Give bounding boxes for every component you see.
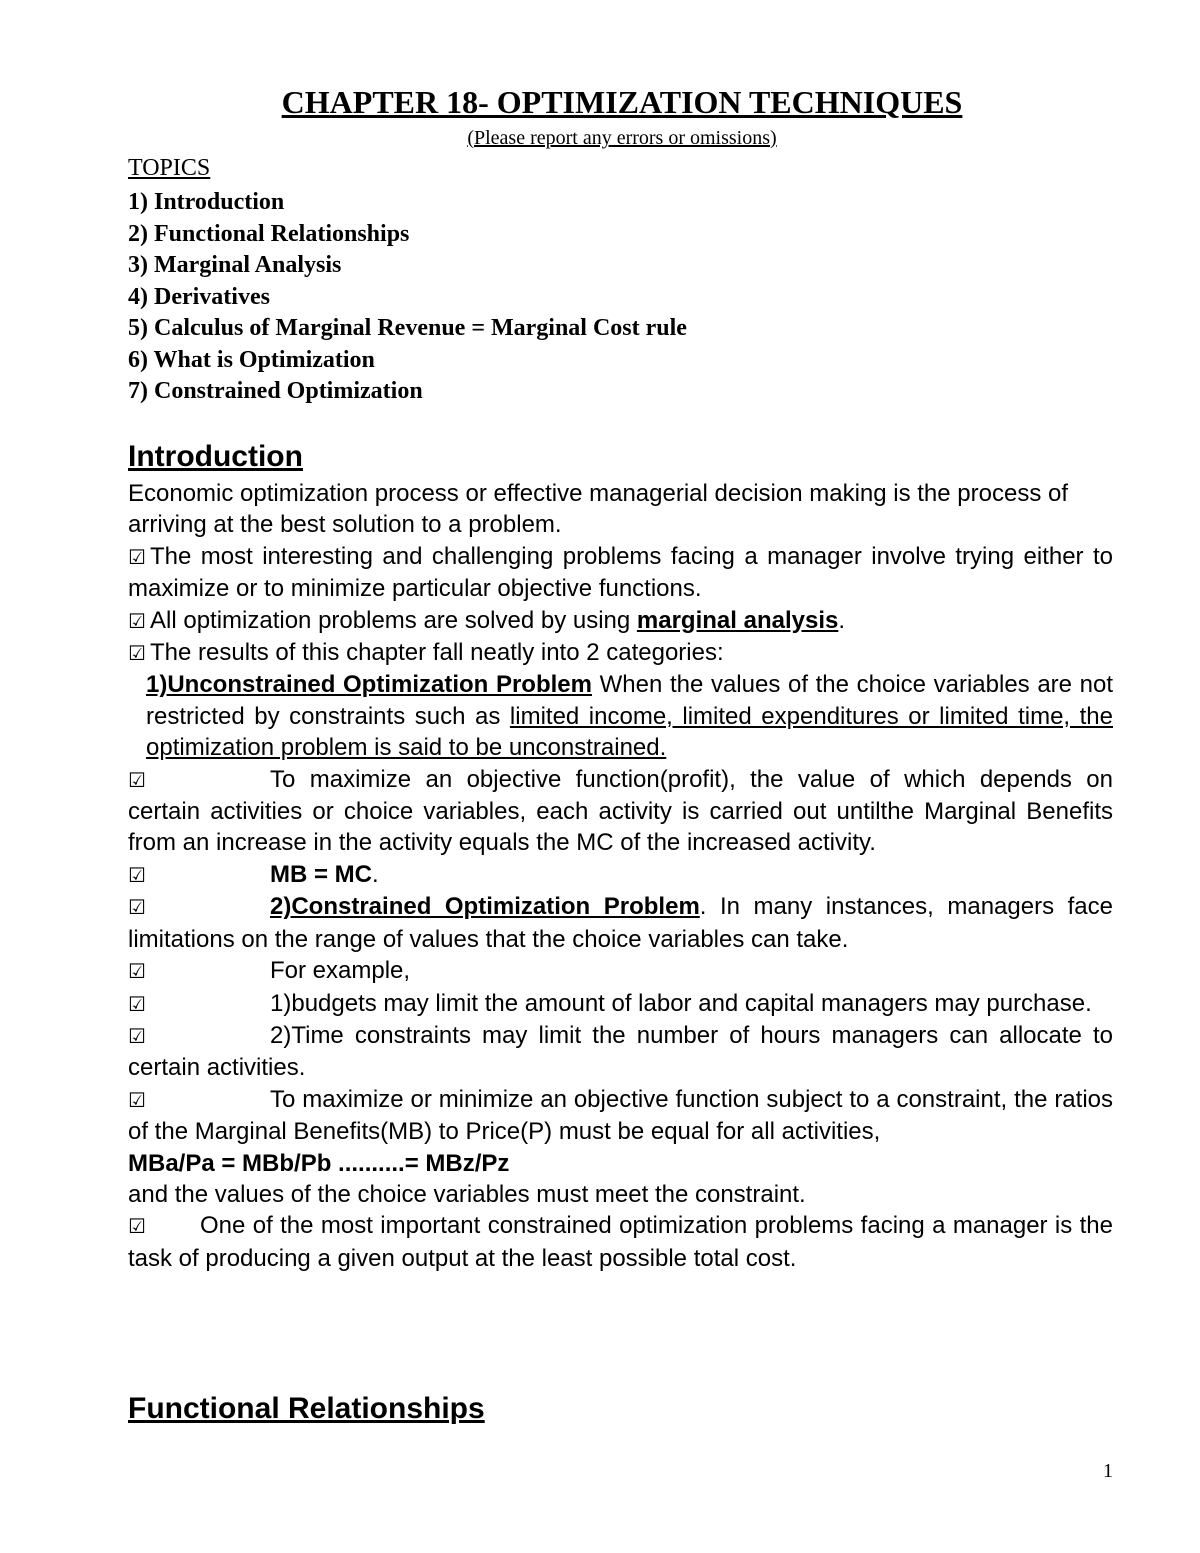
- bullet-text: The results of this chapter fall neatly into 2 categories:: [150, 639, 724, 667]
- page-number: 1: [1103, 1460, 1113, 1482]
- bullet-item: [128, 637, 1113, 669]
- intro-paragraph: Economic optimization process or effective managerial decision making is the process of arriving at the best solution to a problem.: [128, 480, 1069, 539]
- constrained-text: . In many instances, managers face limitations on the range of values that the choice variables can take.: [128, 893, 1113, 953]
- checkbox-checked-icon: ☑: [128, 641, 146, 666]
- topic-item: 6) What is Optimization: [128, 346, 375, 373]
- bullet-text: One of the most important constrained optimization problems facing a manager is the task of producing a given output at the least possible total cost.: [128, 1212, 1113, 1272]
- unconstrained-paragraph: [128, 669, 1113, 763]
- bullet-item: [128, 859, 1113, 891]
- bullet-item: [128, 541, 1113, 605]
- bullet-text: To maximize or minimize an objective function subject to a constraint, the ratios of the Marginal Benefits(MB) to Price(P) must be equal for all activities,: [128, 1085, 1113, 1146]
- bullet-item: [128, 988, 1113, 1020]
- bullet-item: [128, 1084, 1113, 1148]
- checkbox-checked-icon: ☑: [128, 959, 146, 984]
- bullet-text: 1)budgets may limit the amount of labor and capital managers may purchase.: [270, 989, 1092, 1017]
- checkbox-checked-icon: ☑: [128, 862, 146, 887]
- topics-heading: TOPICS: [128, 155, 211, 181]
- checkbox-checked-icon: ☑: [128, 1023, 146, 1048]
- topic-item: 2) Functional Relationships: [128, 220, 410, 247]
- topic-item: 1) Introduction: [128, 189, 285, 215]
- bullet-text: The most interesting and challenging problems facing a manager involve trying either to maximize or to minimize particular objective functions.: [128, 542, 1113, 603]
- bullet-item: [128, 764, 1113, 859]
- constraint-sentence: and the values of the choice variables must meet the constraint.: [128, 1180, 806, 1208]
- unconstrained-underlined-text: limited income, limited expenditures or limited time, the optimization problem is said to be unconstrained.: [146, 702, 1113, 762]
- bullet-item: [128, 1020, 1113, 1084]
- topic-item: 3) Marginal Analysis: [128, 252, 342, 278]
- bullet-item: [128, 891, 1113, 955]
- bullet-text: 2)Time constraints may limit the number of hours managers can allocate to certain activities.: [128, 1021, 1113, 1082]
- bullet-text-end: .: [372, 860, 379, 888]
- introduction-heading: Introduction: [128, 440, 303, 473]
- unconstrained-term: 1)Unconstrained Optimization Problem: [146, 671, 592, 699]
- introduction-body: [128, 478, 1113, 1274]
- bullet-text-end: .: [838, 606, 846, 634]
- bullet-text: All optimization problems are solved by using: [150, 606, 637, 634]
- checkbox-checked-icon: ☑: [128, 991, 146, 1016]
- bullet-text: To maximize an objective function(profit), the value of which depends on certain activities or choice variables, each activity is carried out untilthe Marginal Benefits from an increase in the activity equals the MC of the increased activity.: [128, 765, 1113, 857]
- functional-relationships-heading: Functional Relationships: [128, 1392, 485, 1425]
- page-subtitle: (Please report any errors or omissions): [467, 127, 777, 149]
- checkbox-checked-icon: ☑: [128, 1087, 146, 1112]
- constrained-term: 2)Constrained Optimization Problem: [270, 893, 700, 921]
- bullet-item: [128, 955, 1113, 987]
- topics-list: [128, 187, 687, 408]
- ratio-formula: MBa/Pa = MBb/Pb ..........= MBz/Pz: [128, 1149, 510, 1177]
- topic-item: 5) Calculus of Marginal Revenue = Marginal Cost rule: [128, 315, 687, 341]
- topic-item: 7) Constrained Optimization: [128, 378, 423, 404]
- bullet-item: [128, 605, 1113, 637]
- checkbox-checked-icon: ☑: [128, 544, 146, 569]
- checkbox-checked-icon: ☑: [128, 608, 146, 633]
- checkbox-checked-icon: ☑: [128, 895, 146, 920]
- checkbox-checked-icon: ☑: [128, 1214, 146, 1239]
- unconstrained-text: When the values of the choice variables are not restricted by constraints such as: [146, 671, 1113, 730]
- checkbox-checked-icon: ☑: [128, 767, 146, 792]
- marginal-analysis-term: marginal analysis: [636, 606, 839, 634]
- bullet-text: For example,: [270, 957, 411, 985]
- bullet-item: [128, 1210, 1113, 1274]
- page-title: CHAPTER 18- OPTIMIZATION TECHNIQUES: [281, 84, 963, 120]
- mb-equals-mc-formula: MB = MC: [270, 860, 372, 888]
- topic-item: 4) Derivatives: [128, 283, 270, 310]
